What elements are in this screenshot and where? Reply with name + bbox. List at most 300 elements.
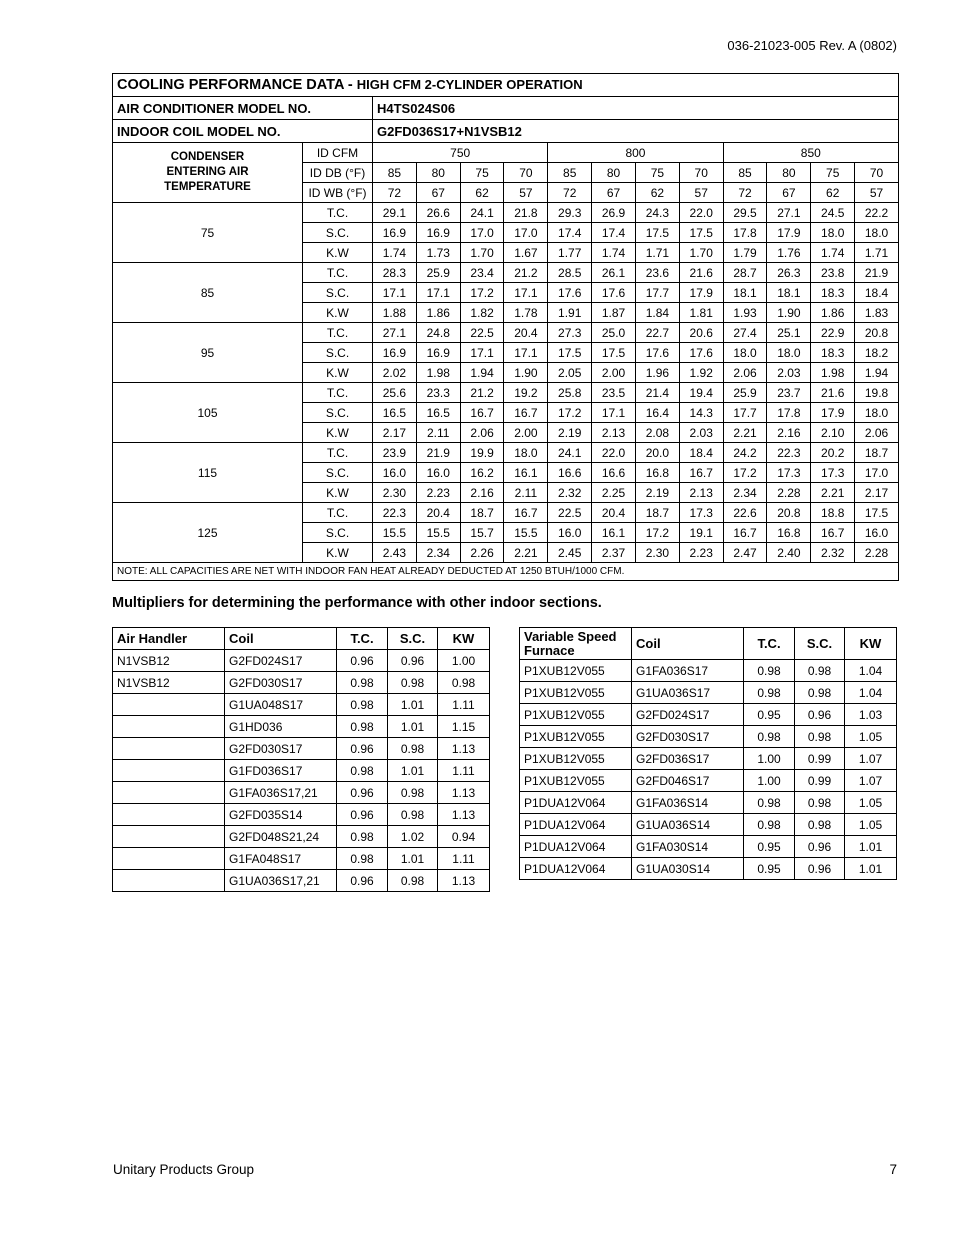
table-cell: 0.98 <box>795 682 845 704</box>
data-cell: 18.0 <box>855 223 899 243</box>
data-cell: 18.0 <box>723 343 767 363</box>
data-cell: 1.91 <box>548 303 592 323</box>
data-cell: 24.8 <box>416 323 460 343</box>
table-cell: P1DUA12V064 <box>520 814 632 836</box>
data-cell: 16.7 <box>504 503 548 523</box>
data-cell: 17.1 <box>460 343 504 363</box>
data-cell: 28.5 <box>548 263 592 283</box>
data-cell: 1.79 <box>723 243 767 263</box>
data-cell: 25.6 <box>373 383 417 403</box>
data-cell: 19.4 <box>679 383 723 403</box>
db-header: 85 <box>373 163 417 183</box>
data-cell: 26.3 <box>767 263 811 283</box>
table-cell <box>113 804 225 826</box>
data-cell: 19.8 <box>855 383 899 403</box>
table-subtitle: HIGH CFM 2-CYLINDER OPERATION <box>356 77 583 92</box>
table-cell: 1.02 <box>388 826 438 848</box>
data-cell: 17.2 <box>635 523 679 543</box>
table-cell: G2FD030S17 <box>632 726 744 748</box>
data-cell: 20.6 <box>679 323 723 343</box>
wb-header: 67 <box>592 183 636 203</box>
data-cell: 21.9 <box>855 263 899 283</box>
cfm-header: 750 <box>373 143 548 163</box>
table-cell: P1XUB12V055 <box>520 726 632 748</box>
table-row <box>520 704 897 726</box>
data-cell: 18.4 <box>679 443 723 463</box>
table-cell: 1.00 <box>744 770 795 792</box>
data-cell: 2.21 <box>504 543 548 563</box>
data-cell: 16.8 <box>635 463 679 483</box>
wb-header: 62 <box>460 183 504 203</box>
data-cell: 17.2 <box>723 463 767 483</box>
table-cell <box>113 738 225 760</box>
data-cell: 24.2 <box>723 443 767 463</box>
data-cell: 1.98 <box>416 363 460 383</box>
data-cell: 22.6 <box>723 503 767 523</box>
db-header: 70 <box>679 163 723 183</box>
data-cell: 17.8 <box>723 223 767 243</box>
metric-label: K.W <box>303 243 373 263</box>
data-cell: 16.6 <box>548 463 592 483</box>
table-note: NOTE: ALL CAPACITIES ARE NET WITH INDOOR FAN HEAT ALREADY DEDUCTED AT 1250 BTUH/1000 CFM. <box>113 563 899 581</box>
table-cell: 0.98 <box>388 870 438 892</box>
data-cell: 18.0 <box>855 403 899 423</box>
db-header: 75 <box>460 163 504 183</box>
table-cell: G2FD024S17 <box>225 650 337 672</box>
data-cell: 18.2 <box>855 343 899 363</box>
condenser-temp-header-line: CONDENSER <box>170 151 245 163</box>
metric-label: S.C. <box>303 223 373 243</box>
data-cell: 24.1 <box>548 443 592 463</box>
table-row <box>113 848 490 870</box>
data-cell: 1.96 <box>635 363 679 383</box>
table-cell: 1.01 <box>388 760 438 782</box>
data-cell: 17.4 <box>592 223 636 243</box>
data-cell: 25.1 <box>767 323 811 343</box>
table-cell: 1.04 <box>845 660 897 682</box>
multipliers-heading: Multipliers for determining the performance with other indoor sections. <box>112 595 602 611</box>
table-cell: 0.95 <box>744 836 795 858</box>
data-cell: 17.7 <box>723 403 767 423</box>
db-header: 80 <box>767 163 811 183</box>
table-cell: G2FD030S17 <box>225 738 337 760</box>
wb-header: 72 <box>373 183 417 203</box>
table-cell: 1.05 <box>845 792 897 814</box>
data-cell: 22.9 <box>811 323 855 343</box>
data-cell: 25.9 <box>416 263 460 283</box>
data-cell: 17.1 <box>504 343 548 363</box>
data-cell: 1.83 <box>855 303 899 323</box>
table-cell: 0.98 <box>744 814 795 836</box>
data-cell: 20.4 <box>592 503 636 523</box>
table-cell: 1.01 <box>388 848 438 870</box>
data-cell: 2.11 <box>416 423 460 443</box>
data-cell: 23.9 <box>373 443 417 463</box>
data-cell: 16.5 <box>416 403 460 423</box>
data-cell: 1.90 <box>767 303 811 323</box>
table-cell: 0.98 <box>744 682 795 704</box>
table-row <box>520 748 897 770</box>
condenser-temp-header <box>113 143 303 203</box>
table-row <box>113 672 490 694</box>
table-cell: 0.96 <box>388 650 438 672</box>
table-cell: 0.96 <box>337 650 388 672</box>
table-cell: 1.13 <box>438 782 490 804</box>
data-cell: 20.8 <box>855 323 899 343</box>
column-header: KW <box>845 628 897 660</box>
data-cell: 29.1 <box>373 203 417 223</box>
table-cell: 0.99 <box>795 770 845 792</box>
data-cell: 1.70 <box>460 243 504 263</box>
data-cell: 16.2 <box>460 463 504 483</box>
data-cell: 1.84 <box>635 303 679 323</box>
condenser-temp-cell: 105 <box>113 383 303 443</box>
data-cell: 26.6 <box>416 203 460 223</box>
data-cell: 27.1 <box>373 323 417 343</box>
data-cell: 2.02 <box>373 363 417 383</box>
data-cell: 18.7 <box>855 443 899 463</box>
table-row <box>113 782 490 804</box>
data-cell: 1.71 <box>635 243 679 263</box>
document-id: 036-21023-005 Rev. A (0802) <box>727 38 897 53</box>
data-cell: 24.1 <box>460 203 504 223</box>
column-header: S.C. <box>795 628 845 660</box>
data-cell: 2.37 <box>592 543 636 563</box>
table-cell: 1.07 <box>845 748 897 770</box>
data-cell: 1.81 <box>679 303 723 323</box>
data-cell: 18.7 <box>460 503 504 523</box>
furnace-multiplier-table <box>519 627 897 880</box>
data-cell: 2.03 <box>679 423 723 443</box>
table-title: COOLING PERFORMANCE DATA - HIGH CFM 2-CYLINDER OPERATION <box>113 74 899 97</box>
table-row <box>113 203 899 223</box>
data-cell: 2.43 <box>373 543 417 563</box>
data-cell: 17.1 <box>373 283 417 303</box>
table-cell: 1.03 <box>845 704 897 726</box>
metric-label: T.C. <box>303 503 373 523</box>
data-cell: 2.06 <box>855 423 899 443</box>
data-cell: 2.47 <box>723 543 767 563</box>
data-cell: 1.67 <box>504 243 548 263</box>
table-row <box>113 870 490 892</box>
data-cell: 1.74 <box>592 243 636 263</box>
wb-header: 67 <box>416 183 460 203</box>
column-header: KW <box>438 628 490 650</box>
data-cell: 1.87 <box>592 303 636 323</box>
table-cell: G1UA036S14 <box>632 814 744 836</box>
data-cell: 18.4 <box>855 283 899 303</box>
data-cell: 21.9 <box>416 443 460 463</box>
data-cell: 2.06 <box>723 363 767 383</box>
data-cell: 1.98 <box>811 363 855 383</box>
data-cell: 23.4 <box>460 263 504 283</box>
table-cell <box>113 870 225 892</box>
data-cell: 16.9 <box>373 343 417 363</box>
table-row <box>520 858 897 880</box>
data-cell: 16.7 <box>504 403 548 423</box>
table-cell: 1.01 <box>845 836 897 858</box>
db-header: 70 <box>855 163 899 183</box>
wb-header: 67 <box>767 183 811 203</box>
cfm-header: 850 <box>723 143 898 163</box>
data-cell: 17.7 <box>635 283 679 303</box>
data-cell: 18.0 <box>811 223 855 243</box>
data-cell: 17.3 <box>767 463 811 483</box>
data-cell: 17.6 <box>635 343 679 363</box>
data-cell: 26.1 <box>592 263 636 283</box>
data-cell: 25.9 <box>723 383 767 403</box>
table-cell: P1XUB12V055 <box>520 682 632 704</box>
table-row <box>520 770 897 792</box>
table-cell: P1XUB12V055 <box>520 704 632 726</box>
condenser-temp-cell: 115 <box>113 443 303 503</box>
data-cell: 17.9 <box>767 223 811 243</box>
metric-label: S.C. <box>303 463 373 483</box>
data-cell: 24.3 <box>635 203 679 223</box>
table-cell: G2FD046S17 <box>632 770 744 792</box>
db-header: 85 <box>723 163 767 183</box>
data-cell: 16.9 <box>373 223 417 243</box>
data-cell: 18.8 <box>811 503 855 523</box>
data-cell: 1.71 <box>855 243 899 263</box>
column-header: Variable Speed Furnace <box>520 628 632 660</box>
data-cell: 16.5 <box>373 403 417 423</box>
data-cell: 2.25 <box>592 483 636 503</box>
table-cell: G1UA030S14 <box>632 858 744 880</box>
data-cell: 16.0 <box>855 523 899 543</box>
table-row <box>113 323 899 343</box>
metric-label: K.W <box>303 363 373 383</box>
condenser-temp-cell: 95 <box>113 323 303 383</box>
table-cell: 1.11 <box>438 760 490 782</box>
table-cell: 1.04 <box>845 682 897 704</box>
table-cell: N1VSB12 <box>113 672 225 694</box>
column-header: T.C. <box>337 628 388 650</box>
metric-label: T.C. <box>303 443 373 463</box>
table-cell: 0.98 <box>388 804 438 826</box>
table-cell: G2FD024S17 <box>632 704 744 726</box>
data-cell: 2.32 <box>548 483 592 503</box>
data-cell: 1.94 <box>855 363 899 383</box>
data-cell: 22.7 <box>635 323 679 343</box>
data-cell: 16.8 <box>767 523 811 543</box>
table-cell: 1.05 <box>845 814 897 836</box>
table-cell: 0.96 <box>337 738 388 760</box>
table-cell: 0.98 <box>438 672 490 694</box>
table-row <box>113 760 490 782</box>
table-row <box>113 804 490 826</box>
wb-header: 72 <box>723 183 767 203</box>
data-cell: 22.5 <box>548 503 592 523</box>
table-cell <box>113 694 225 716</box>
data-cell: 1.78 <box>504 303 548 323</box>
data-cell: 23.3 <box>416 383 460 403</box>
data-cell: 2.26 <box>460 543 504 563</box>
data-cell: 2.19 <box>548 423 592 443</box>
table-cell: 0.98 <box>388 738 438 760</box>
data-cell: 2.05 <box>548 363 592 383</box>
table-cell: 0.98 <box>744 726 795 748</box>
table-row <box>520 682 897 704</box>
data-cell: 1.74 <box>373 243 417 263</box>
page-number: 7 <box>889 1162 897 1177</box>
table-cell: 0.99 <box>795 748 845 770</box>
data-cell: 2.16 <box>460 483 504 503</box>
data-cell: 22.3 <box>373 503 417 523</box>
table-row <box>520 814 897 836</box>
data-cell: 2.30 <box>635 543 679 563</box>
condenser-temp-header-line: TEMPERATURE <box>164 181 251 193</box>
table-cell <box>113 716 225 738</box>
table-row <box>113 503 899 523</box>
data-cell: 1.90 <box>504 363 548 383</box>
table-cell: 1.13 <box>438 804 490 826</box>
data-cell: 18.3 <box>811 283 855 303</box>
data-cell: 21.6 <box>679 263 723 283</box>
data-cell: 24.5 <box>811 203 855 223</box>
table-cell <box>113 760 225 782</box>
table-cell: G2FD036S17 <box>632 748 744 770</box>
wb-header: 57 <box>504 183 548 203</box>
data-cell: 17.6 <box>592 283 636 303</box>
table-cell: 0.96 <box>337 870 388 892</box>
data-cell: 1.86 <box>416 303 460 323</box>
column-header: Coil <box>632 628 744 660</box>
data-cell: 16.7 <box>723 523 767 543</box>
data-cell: 18.0 <box>504 443 548 463</box>
data-cell: 19.9 <box>460 443 504 463</box>
table-cell: P1DUA12V064 <box>520 836 632 858</box>
data-cell: 1.73 <box>416 243 460 263</box>
metric-label: K.W <box>303 303 373 323</box>
table-cell: 0.96 <box>795 858 845 880</box>
ac-model-label: AIR CONDITIONER MODEL NO. <box>113 97 373 120</box>
condenser-temp-cell: 125 <box>113 503 303 563</box>
data-cell: 2.00 <box>592 363 636 383</box>
table-cell: 0.98 <box>795 660 845 682</box>
data-cell: 20.4 <box>504 323 548 343</box>
wb-header: 62 <box>811 183 855 203</box>
table-cell: 0.96 <box>337 782 388 804</box>
column-header: T.C. <box>744 628 795 660</box>
table-cell: 1.13 <box>438 870 490 892</box>
table-cell: 0.98 <box>337 716 388 738</box>
data-cell: 25.0 <box>592 323 636 343</box>
data-cell: 1.82 <box>460 303 504 323</box>
table-cell: 0.98 <box>795 726 845 748</box>
id-db-label: ID DB (°F) <box>303 163 373 183</box>
data-cell: 2.16 <box>767 423 811 443</box>
data-cell: 17.2 <box>460 283 504 303</box>
table-cell: 0.98 <box>744 660 795 682</box>
data-cell: 17.8 <box>767 403 811 423</box>
table-cell: P1DUA12V064 <box>520 858 632 880</box>
data-cell: 29.5 <box>723 203 767 223</box>
data-cell: 17.3 <box>679 503 723 523</box>
data-cell: 20.0 <box>635 443 679 463</box>
table-cell: 1.15 <box>438 716 490 738</box>
table-cell: 0.98 <box>337 694 388 716</box>
data-cell: 15.5 <box>504 523 548 543</box>
id-wb-label: ID WB (°F) <box>303 183 373 203</box>
column-header: Air Handler <box>113 628 225 650</box>
data-cell: 2.23 <box>416 483 460 503</box>
data-cell: 22.5 <box>460 323 504 343</box>
data-cell: 2.21 <box>811 483 855 503</box>
table-cell: 0.98 <box>795 814 845 836</box>
data-cell: 21.2 <box>504 263 548 283</box>
data-cell: 22.2 <box>855 203 899 223</box>
wb-header: 72 <box>548 183 592 203</box>
table-cell: P1XUB12V055 <box>520 748 632 770</box>
data-cell: 23.6 <box>635 263 679 283</box>
data-cell: 1.70 <box>679 243 723 263</box>
footer-company: Unitary Products Group <box>113 1162 255 1177</box>
table-cell: G1FA036S17 <box>632 660 744 682</box>
data-cell: 17.6 <box>548 283 592 303</box>
db-header: 80 <box>416 163 460 183</box>
table-cell: 0.98 <box>744 792 795 814</box>
data-cell: 16.4 <box>635 403 679 423</box>
table-cell: 1.13 <box>438 738 490 760</box>
data-cell: 21.4 <box>635 383 679 403</box>
metric-label: S.C. <box>303 523 373 543</box>
data-cell: 18.7 <box>635 503 679 523</box>
data-cell: 25.8 <box>548 383 592 403</box>
metric-label: K.W <box>303 423 373 443</box>
table-row <box>113 650 490 672</box>
data-cell: 2.13 <box>592 423 636 443</box>
data-cell: 22.3 <box>767 443 811 463</box>
data-cell: 18.1 <box>723 283 767 303</box>
table-cell: 0.96 <box>795 704 845 726</box>
data-cell: 16.9 <box>416 343 460 363</box>
data-cell: 2.34 <box>416 543 460 563</box>
data-cell: 1.92 <box>679 363 723 383</box>
data-cell: 1.94 <box>460 363 504 383</box>
data-cell: 17.2 <box>548 403 592 423</box>
table-cell: P1XUB12V055 <box>520 770 632 792</box>
data-cell: 2.21 <box>723 423 767 443</box>
data-cell: 21.8 <box>504 203 548 223</box>
table-cell: 1.05 <box>845 726 897 748</box>
data-cell: 15.7 <box>460 523 504 543</box>
data-cell: 1.88 <box>373 303 417 323</box>
data-cell: 16.9 <box>416 223 460 243</box>
data-cell: 21.2 <box>460 383 504 403</box>
coil-model-label: INDOOR COIL MODEL NO. <box>113 120 373 143</box>
data-cell: 29.3 <box>548 203 592 223</box>
data-cell: 2.10 <box>811 423 855 443</box>
data-cell: 2.00 <box>504 423 548 443</box>
db-header: 80 <box>592 163 636 183</box>
table-cell: 0.98 <box>337 826 388 848</box>
cooling-performance-table <box>112 73 899 581</box>
data-cell: 18.3 <box>811 343 855 363</box>
data-cell: 2.28 <box>855 543 899 563</box>
data-cell: 16.1 <box>592 523 636 543</box>
data-cell: 2.17 <box>855 483 899 503</box>
table-row <box>520 726 897 748</box>
data-cell: 14.3 <box>679 403 723 423</box>
table-row <box>113 383 899 403</box>
data-cell: 16.0 <box>373 463 417 483</box>
data-cell: 28.3 <box>373 263 417 283</box>
air-handler-multiplier-table <box>112 627 490 892</box>
data-cell: 19.1 <box>679 523 723 543</box>
cfm-header: 800 <box>548 143 723 163</box>
table-cell: 0.98 <box>795 792 845 814</box>
